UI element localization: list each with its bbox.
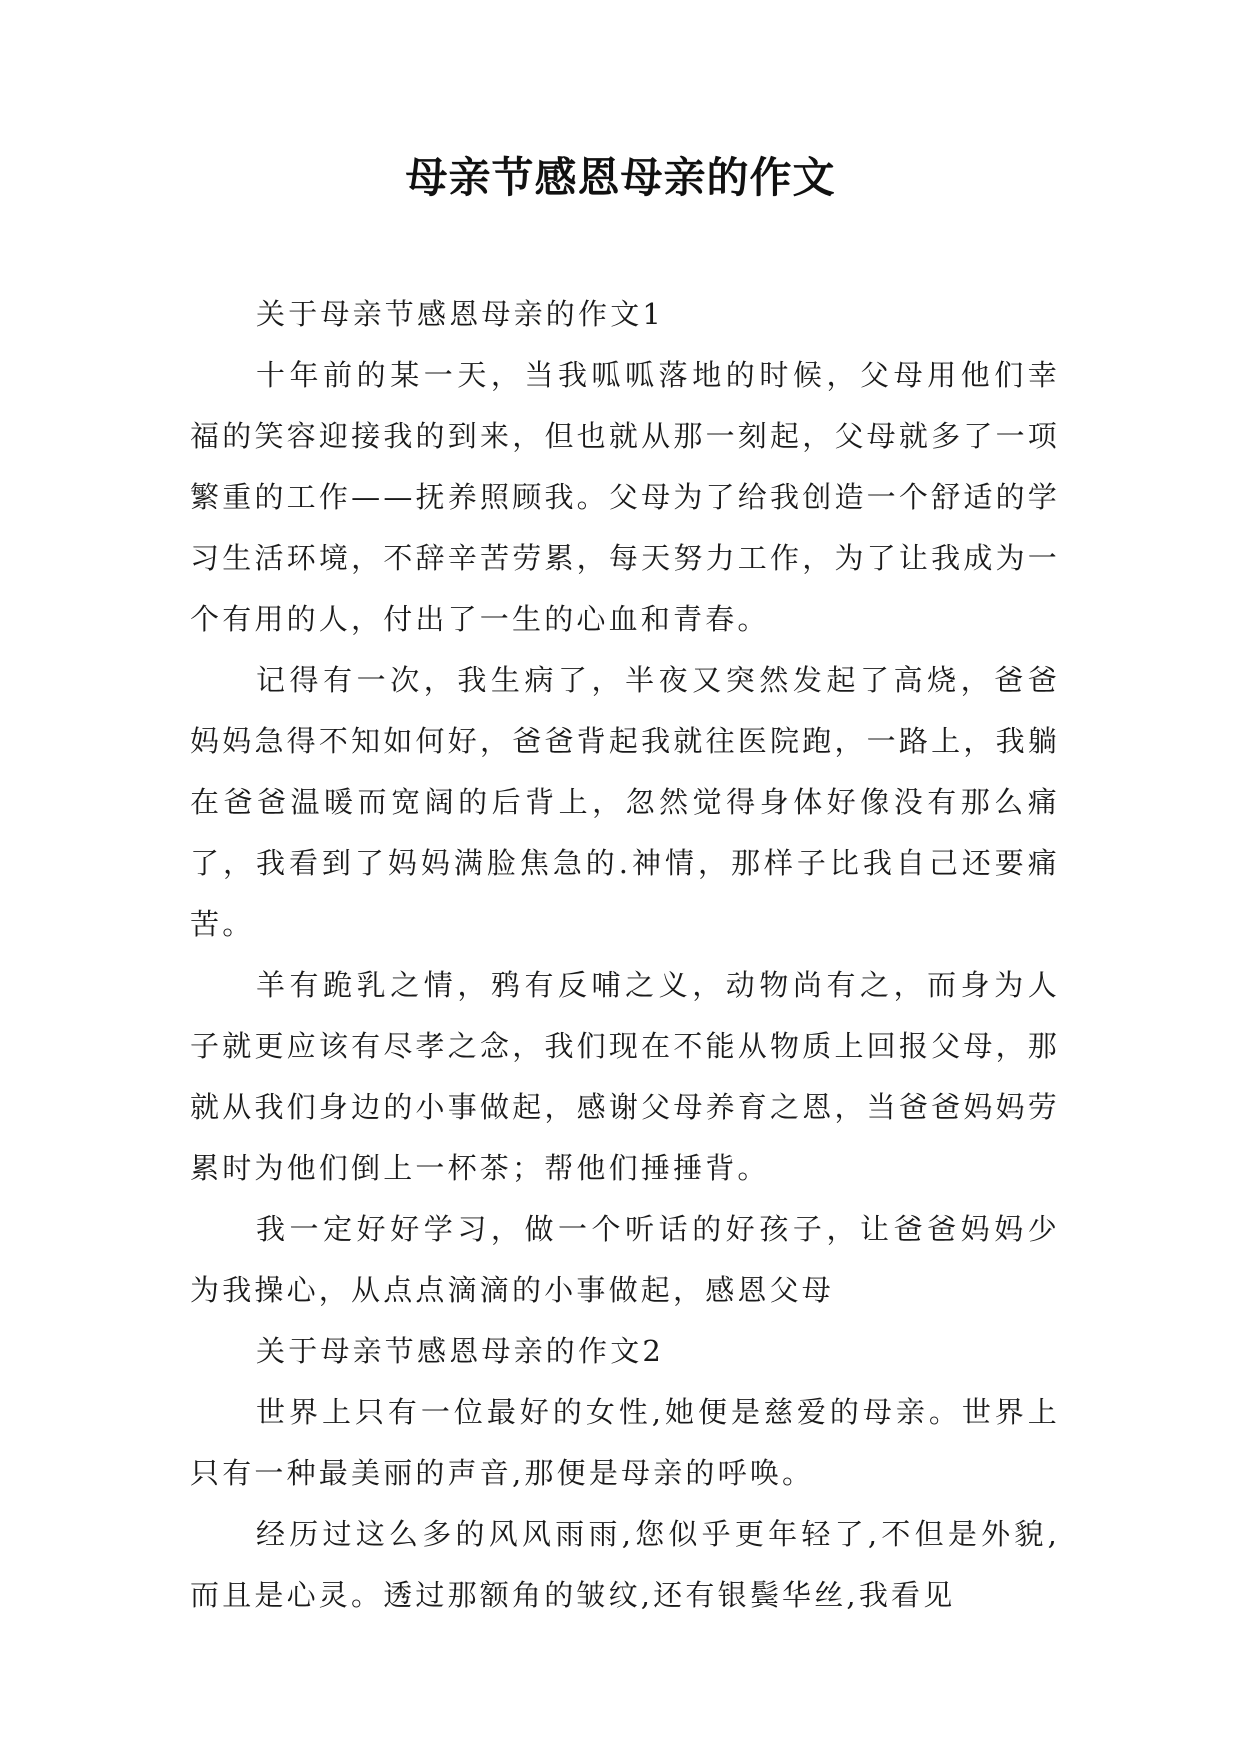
document-title: 母亲节感恩母亲的作文 [405, 153, 836, 202]
essay-heading-1: 关于母亲节感恩母亲的作文1 [256, 297, 665, 331]
paragraph: 经历过这么多的风风雨雨,您似乎更年轻了,不但是外貌,而且是心灵。透过那额角的皱纹,还有银鬓华丝,我看见 [190, 1517, 1060, 1612]
paragraph: 我一定好好学习，做一个听话的好孩子，让爸爸妈妈少为我操心，从点点滴滴的小事做起，感恩父母 [190, 1212, 1060, 1307]
document-body [190, 284, 1060, 1626]
essay-heading-2: 关于母亲节感恩母亲的作文2 [256, 1334, 665, 1368]
paragraph: 羊有跪乳之情，鸦有反哺之义，动物尚有之，而身为人子就更应该有尽孝之念，我们现在不能从物质上回报父母，那就从我们身边的小事做起，感谢父母养育之恩，当爸爸妈妈劳累时为他们倒上一杯茶；帮他们捶捶背。 [190, 968, 1060, 1185]
paragraph: 记得有一次，我生病了，半夜又突然发起了高烧，爸爸妈妈急得不知如何好，爸爸背起我就往医院跑，一路上，我躺在爸爸温暖而宽阔的后背上，忽然觉得身体好像没有那么痛了，我看到了妈妈满脸焦急的.神情，那样子比我自己还要痛苦。 [190, 663, 1060, 941]
paragraph: 十年前的某一天，当我呱呱落地的时候，父母用他们幸福的笑容迎接我的到来，但也就从那一刻起，父母就多了一项繁重的工作——抚养照顾我。父母为了给我创造一个舒适的学习生活环境，不辞辛苦劳累，每天努力工作，为了让我成为一个有用的人，付出了一生的心血和青春。 [190, 358, 1060, 636]
paragraph: 世界上只有一位最好的女性,她便是慈爱的母亲。世界上只有一种最美丽的声音,那便是母亲的呼唤。 [190, 1395, 1060, 1490]
